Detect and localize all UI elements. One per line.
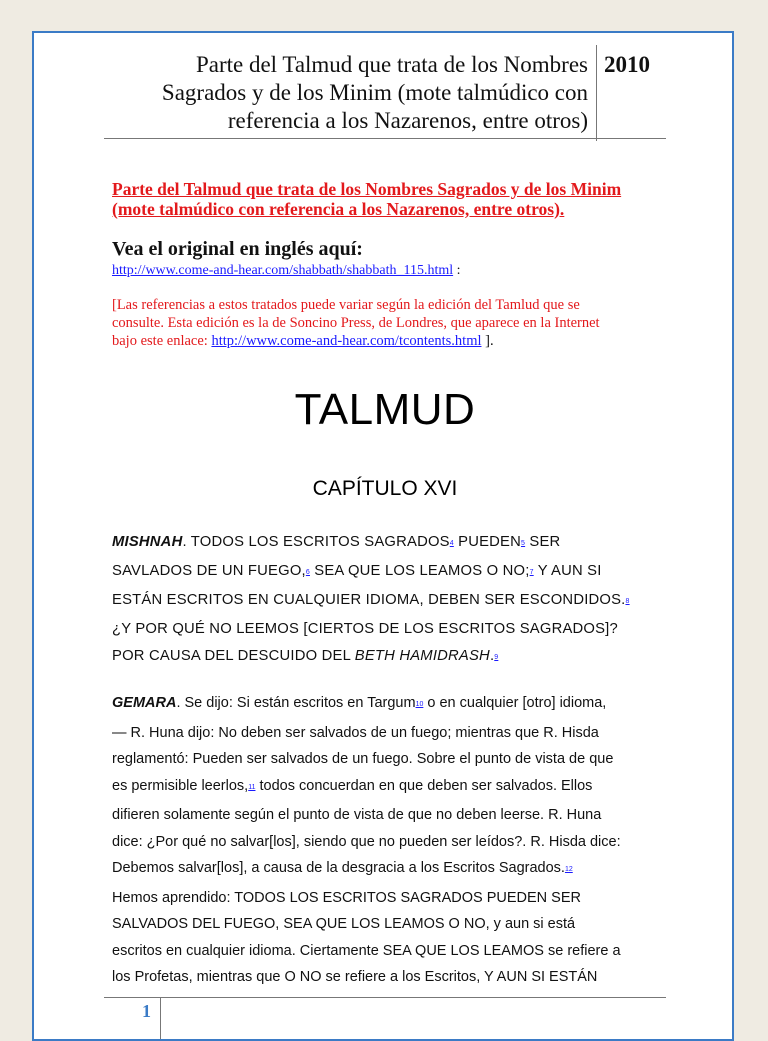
- text-line: SALVADOS DEL FUEGO, SEA QUE LOS LEAMOS O NO, y aun si está: [112, 916, 576, 932]
- header-year: 2010: [604, 52, 650, 77]
- text-run: .: [489, 648, 495, 664]
- references-note: [112, 296, 672, 350]
- footnote-link[interactable]: 5: [521, 540, 526, 547]
- text-line: dice: ¿Por qué no salvar[los], siendo que no pueden ser leídos?. R. Hisda dice:: [112, 833, 621, 850]
- text-line: [112, 643, 672, 672]
- header-title-line: Sagrados y de los Minim (mote talmúdico con: [161, 80, 588, 105]
- mishnah-section: [112, 529, 672, 672]
- original-link-suffix: :: [453, 263, 461, 278]
- text-run: es permisible leerlos,: [112, 777, 249, 794]
- original-link[interactable]: http://www.come-and-hear.com/shabbath/shabbath_115.html: [112, 263, 454, 278]
- text-line: [112, 529, 672, 558]
- text-line: [112, 558, 672, 587]
- footnote-link[interactable]: 8: [625, 598, 630, 605]
- main-title: TALMUD: [294, 385, 476, 434]
- footnote-link[interactable]: 10: [415, 701, 424, 708]
- text-line: [112, 587, 672, 616]
- mishnah-label: MISHNAH: [112, 534, 183, 550]
- text-run: Debemos salvar[los], a causa de la desgracia a los Escritos Sagrados.: [112, 860, 565, 876]
- footnote-link[interactable]: 9: [494, 654, 499, 661]
- text-line: difieren solamente según el punto de vista de que no deben leerse. R. Huna: [112, 807, 602, 823]
- references-note-line: [Las referencias a estos tratados puede variar según la edición del Tamlud que se: [112, 297, 580, 313]
- footnote-link[interactable]: 7: [529, 569, 534, 576]
- text-line: [112, 690, 672, 720]
- text-run: POR CAUSA DEL DESCUIDO DEL: [112, 648, 355, 664]
- text-line: los Profetas, mientras que O NO se refiere a los Escritos, Y AUN SI ESTÁN: [112, 969, 598, 985]
- gemara-label: GEMARA: [112, 695, 177, 711]
- references-link[interactable]: http://www.come-and-hear.com/tcontents.html: [211, 333, 482, 349]
- text-run: o en cualquier [otro] idioma,: [423, 695, 607, 711]
- footnote-link[interactable]: 11: [248, 783, 256, 791]
- text-line: ¿Y POR QUÉ NO LEEMOS [CIERTOS DE LOS ESCRITOS SAGRADOS]?: [112, 621, 618, 637]
- text-run: SER: [525, 534, 561, 550]
- original-link-line: [112, 263, 461, 279]
- chapter-heading: CAPÍTULO XVI: [312, 477, 458, 500]
- text-line: Hemos aprendido: TODOS LOS ESCRITOS SAGRADOS PUEDEN SER: [112, 889, 581, 906]
- header-divider-vertical: [596, 45, 597, 141]
- text-run-italic: BETH HAMIDRASH: [354, 648, 490, 664]
- references-note-text: bajo este enlace:: [112, 333, 212, 349]
- footer-divider-vertical: [160, 997, 161, 1041]
- text-run: SEA QUE LOS LEAMOS O NO;: [309, 563, 530, 579]
- page-number: 1: [142, 1001, 151, 1021]
- text-line: [112, 773, 672, 803]
- header-divider-horizontal: [104, 138, 666, 139]
- text-run: ESTÁN ESCRITOS EN CUALQUIER IDIOMA, DEBEN SER ESCONDIDOS.: [112, 592, 626, 608]
- text-line: [112, 855, 672, 885]
- original-heading: Vea el original en inglés aquí:: [112, 238, 363, 260]
- references-note-line: consulte. Esta edición es la de Soncino Press, de Londres, que aparece en la Internet: [112, 315, 600, 331]
- text-run: SAVLADOS DE UN FUEGO,: [112, 563, 306, 579]
- header-title: [34, 51, 588, 135]
- footer-divider-horizontal: [104, 997, 666, 998]
- intro-red-title-line: (mote talmúdico con referencia a los Nazarenos, entre otros).: [112, 199, 565, 219]
- text-run: . Se dijo: Si están escritos en Targum: [176, 695, 416, 711]
- header-title-line: Parte del Talmud que trata de los Nombres: [195, 52, 588, 77]
- footnote-link[interactable]: 4: [449, 540, 454, 547]
- footnote-link[interactable]: 12: [564, 866, 573, 873]
- header-title-line: referencia a los Nazarenos, entre otros): [227, 108, 588, 133]
- references-suffix: ].: [481, 333, 494, 349]
- text-run: Y AUN SI: [533, 563, 602, 579]
- gemara-section: [112, 690, 672, 991]
- text-run: . TODOS LOS ESCRITOS SAGRADOS: [182, 534, 450, 550]
- footnote-link[interactable]: 6: [305, 569, 310, 576]
- intro-red-title-line: Parte del Talmud que trata de los Nombres Sagrados y de los Minim: [112, 179, 622, 199]
- intro-red-title: [112, 179, 672, 219]
- text-line: escritos en cualquier idioma. Ciertamente SEA QUE LOS LEAMOS se refiere a: [112, 942, 621, 959]
- references-note-line: [112, 332, 672, 350]
- text-line: — R. Huna dijo: No deben ser salvados de un fuego; mientras que R. Hisda: [112, 724, 599, 741]
- text-run: PUEDEN: [453, 534, 522, 550]
- text-run: todos concuerdan en que deben ser salvados. Ellos: [255, 777, 593, 794]
- text-line: reglamentó: Pueden ser salvados de un fuego. Sobre el punto de vista de que: [112, 751, 614, 767]
- document-page: [32, 31, 734, 1041]
